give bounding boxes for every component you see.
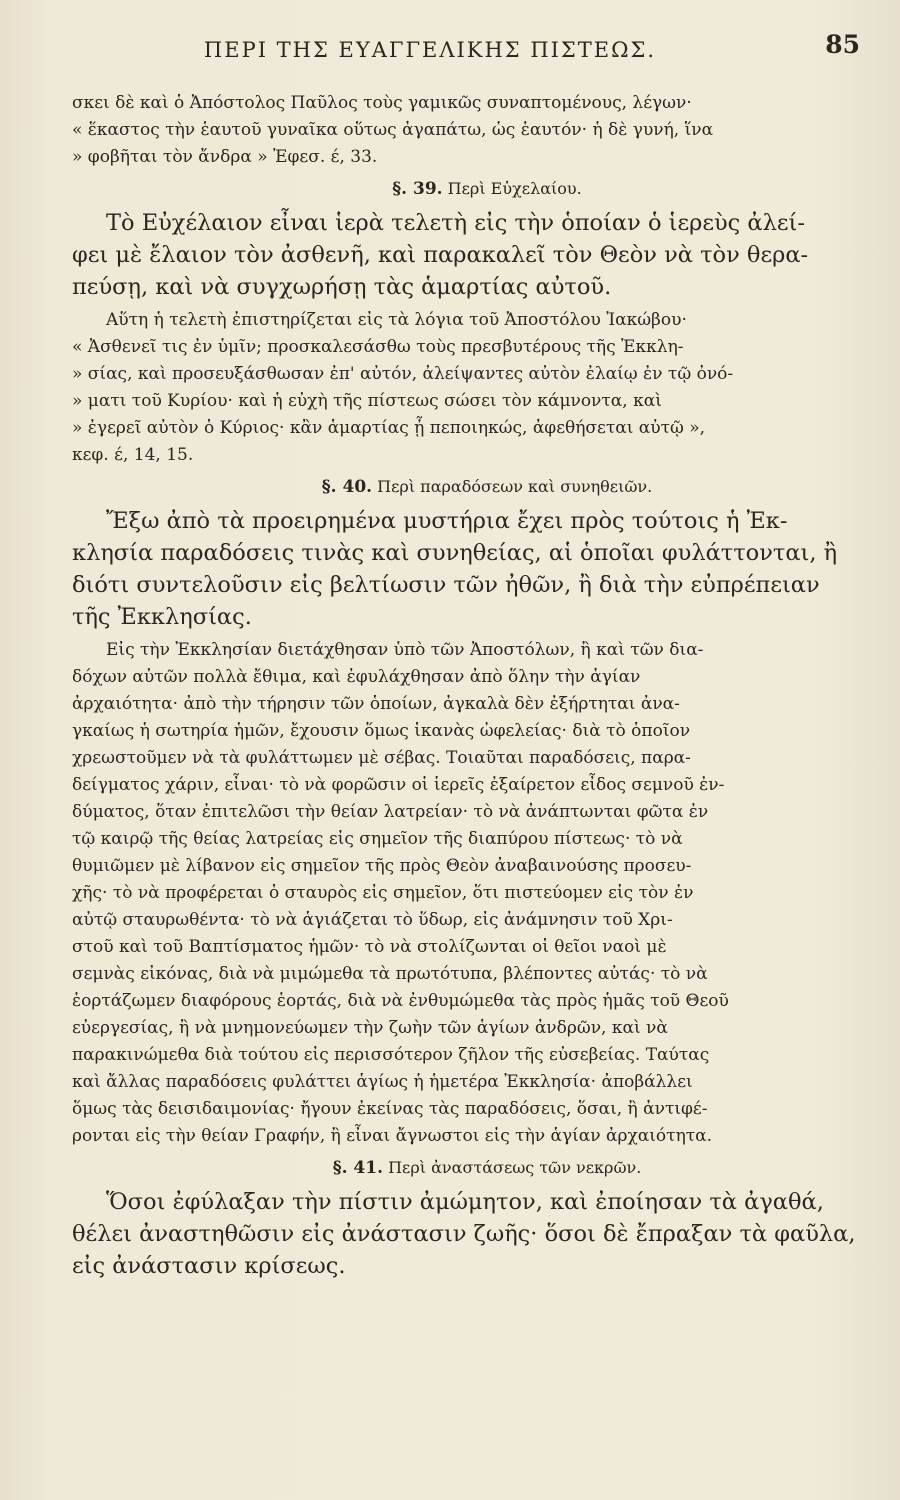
text-line: ἀρχαιότητα· ἀπὸ τὴν τήρησιν τῶν ὁποίων, ἀγκαλὰ δὲν ἐξήρτηται ἀνα- [72, 694, 680, 714]
text-line: θυμιῶμεν μὲ λίβανον εἰς σημεῖον τῆς πρὸς Θεὸν ἀναβαινούσης προσευ- [72, 856, 692, 876]
text-line: ὅμως τὰς δεισιδαιμονίας· ἤγουν ἐκείνας τὰς παραδόσεις, ὅσαι, ἢ ἀντιφέ- [72, 1099, 708, 1119]
page-header [0, 30, 900, 74]
text-line: δύματος, ὅταν ἐπιτελῶσι τὴν θείαν λατρείαν· τὸ νὰ ἀνάπτωνται φῶτα ἐν [72, 802, 709, 822]
text-line: δόχων αὐτῶν πολλὰ ἔθιμα, καὶ ἐφυλάχθησαν ἀπὸ ὅλην τὴν ἁγίαν [72, 667, 641, 687]
section-number: §. 39. [392, 179, 443, 199]
section-title: Περὶ Εὐχελαίου. [447, 179, 582, 198]
text-line: αὐτῷ σταυρωθέντα· τὸ νὰ ἁγιάζεται τὸ ὕδωρ, εἰς ἀνάμνησιν τοῦ Χρι- [72, 910, 673, 930]
paragraph-1 [72, 90, 862, 171]
text-line: εἰς ἀνάστασιν κρίσεως. [72, 1253, 346, 1279]
text-line: παρακινώμεθα διὰ τούτου εἰς περισσότερον ζῆλον τῆς εὐσεβείας. Ταύτας [72, 1045, 710, 1065]
section-heading-40 [72, 469, 862, 505]
text-line: » ματι τοῦ Κυρίου· καὶ ἡ εὐχὴ τῆς πίστεως σώσει τὸν κάμνοντα, καὶ [72, 391, 662, 411]
text-line: » σίας, καὶ προσευξάσθωσαν ἐπ' αὐτόν, ἀλείψαντες αὐτὸν ἐλαίῳ ἐν τῷ ὀνό- [72, 364, 734, 384]
text-line: ρονται εἰς τὴν θείαν Γραφήν, ἢ εἶναι ἄγνωστοι εἰς τὴν ἁγίαν ἀρχαιότητα. [72, 1126, 713, 1146]
text-line: τῷ καιρῷ τῆς θείας λατρείας εἰς σημεῖον τῆς διαπύρου πίστεως· τὸ νὰ [72, 829, 683, 849]
text-line: στοῦ καὶ τοῦ Βαπτίσματος ἡμῶν· τὸ νὰ στολίζωνται οἱ θεῖοι ναοὶ μὲ [72, 937, 667, 957]
paragraph-3-lead [72, 505, 862, 633]
text-line: « Ἀσθενεῖ τις ἐν ὑμῖν; προσκαλεσάσθω τοὺς πρεσβυτέρους τῆς Ἐκκλη- [72, 337, 684, 357]
paragraph-4-lead [72, 1186, 862, 1282]
text-line: θέλει ἀναστηθῶσιν εἰς ἀνάστασιν ζωῆς· ὅσοι δὲ ἔπραξαν τὰ φαῦλα, [72, 1221, 856, 1247]
text-line: Ὅσοι ἐφύλαξαν τὴν πίστιν ἀμώμητον, καὶ ἐποίησαν τὰ ἀγαθά, [106, 1189, 824, 1215]
text-line: κεφ. έ, 14, 15. [72, 445, 194, 465]
text-line: εὐεργεσίας, ἢ νὰ μνημονεύωμεν τὴν ζωὴν τῶν ἁγίων ἀνδρῶν, καὶ νὰ [72, 1018, 668, 1038]
text-line: γκαίως ἡ σωτηρία ἡμῶν, ἔχουσιν ὅμως ἱκανὰς ὠφελείας· διὰ τὸ ὁποῖον [72, 721, 691, 741]
section-number: §. 40. [321, 477, 373, 497]
paragraph-3-text [72, 637, 862, 1150]
text-line: Ἔξω ἀπὸ τὰ προειρημένα μυστήρια ἔχει πρὸς τούτοις ἡ Ἐκ- [106, 508, 788, 534]
text-line: πεύσῃ, καὶ νὰ συγχωρήσῃ τὰς ἁμαρτίας αὐτοῦ. [72, 274, 612, 300]
section-heading-39 [72, 171, 862, 207]
text-line: ἑορτάζωμεν διαφόρους ἑορτάς, διὰ νὰ ἐνθυμώμεθα τὰς πρὸς ἡμᾶς τοῦ Θεοῦ [72, 991, 729, 1011]
text-line: σεμνὰς εἰκόνας, διὰ νὰ μιμώμεθα τὰ πρωτότυπα, βλέποντες αὐτάς· τὸ νὰ [72, 964, 708, 984]
text-line: » ἐγερεῖ αὐτὸν ὁ Κύριος· κἂν ἁμαρτίας ᾖ πεποιηκώς, ἀφεθήσεται αὐτῷ », [72, 418, 706, 438]
running-title: ΠΕΡΙ ΤΗΣ ΕΥΑΓΓΕΛΙΚΗΣ ΠΙΣΤΕΩΣ. [203, 38, 657, 62]
text-line: φει μὲ ἔλαιον τὸν ἀσθενῆ, καὶ παρακαλεῖ τὸν Θεὸν νὰ τὸν θερα- [72, 242, 809, 268]
text-line: Αὕτη ἡ τελετὴ ἐπιστηρίζεται εἰς τὰ λόγια τοῦ Ἀποστόλου Ἰακώβου· [106, 310, 687, 330]
section-heading-41 [72, 1150, 862, 1186]
text-line: διότι συντελοῦσιν εἰς βελτίωσιν τῶν ἠθῶν, ἢ διὰ τὴν εὐπρέπειαν [72, 572, 820, 598]
text-line: σκει δὲ καὶ ὁ Ἀπόστολος Παῦλος τοὺς γαμικῶς συναπτομένους, λέγων· [72, 93, 692, 113]
text-line: Εἰς τὴν Ἐκκλησίαν διετάχθησαν ὑπὸ τῶν Ἀποστόλων, ἢ καὶ τῶν δια- [106, 640, 704, 660]
text-line: καὶ ἄλλας παραδόσεις φυλάττει ἁγίως ἡ ἡμετέρα Ἐκκλησία· ἀποβάλλει [72, 1072, 693, 1092]
paragraph-2-text [72, 307, 862, 469]
text-line: χρεωστοῦμεν νὰ τὰ φυλάττωμεν μὲ σέβας. Τοιαῦται παραδόσεις, παρα- [72, 748, 691, 768]
section-title: Περὶ παραδόσεων καὶ συνηθειῶν. [377, 477, 653, 496]
text-line: « ἕκαστος τὴν ἑαυτοῦ γυναῖκα οὕτως ἀγαπάτω, ὡς ἑαυτόν· ἡ δὲ γυνή, ἵνα [72, 120, 714, 140]
text-line: τῆς Ἐκκλησίας. [72, 604, 252, 630]
text-line: Τὸ Εὐχέλαιον εἶναι ἱερὰ τελετὴ εἰς τὴν ὁποίαν ὁ ἱερεὺς ἀλεί- [106, 210, 805, 236]
page-number: 85 [825, 30, 860, 59]
text-line: δείγματος χάριν, εἶναι· τὸ νὰ φορῶσιν οἱ ἱερεῖς ἐξαίρετον εἶδος σεμνοῦ ἐν- [72, 775, 725, 795]
text-line: κλησία παραδόσεις τινὰς καὶ συνηθείας, αἱ ὁποῖαι φυλάττονται, ἢ [72, 540, 838, 566]
page-body [72, 90, 862, 1282]
section-number: §. 41. [332, 1158, 383, 1178]
paragraph-2-lead [72, 207, 862, 303]
text-line: » φοβῆται τὸν ἄνδρα » Ἐφεσ. έ, 33. [72, 147, 378, 167]
text-line: χῆς· τὸ νὰ προφέρεται ὁ σταυρὸς εἰς σημεῖον, ὅτι πιστεύομεν εἰς τὸν ἐν [72, 883, 694, 903]
section-title: Περὶ ἀναστάσεως τῶν νεκρῶν. [388, 1158, 642, 1177]
